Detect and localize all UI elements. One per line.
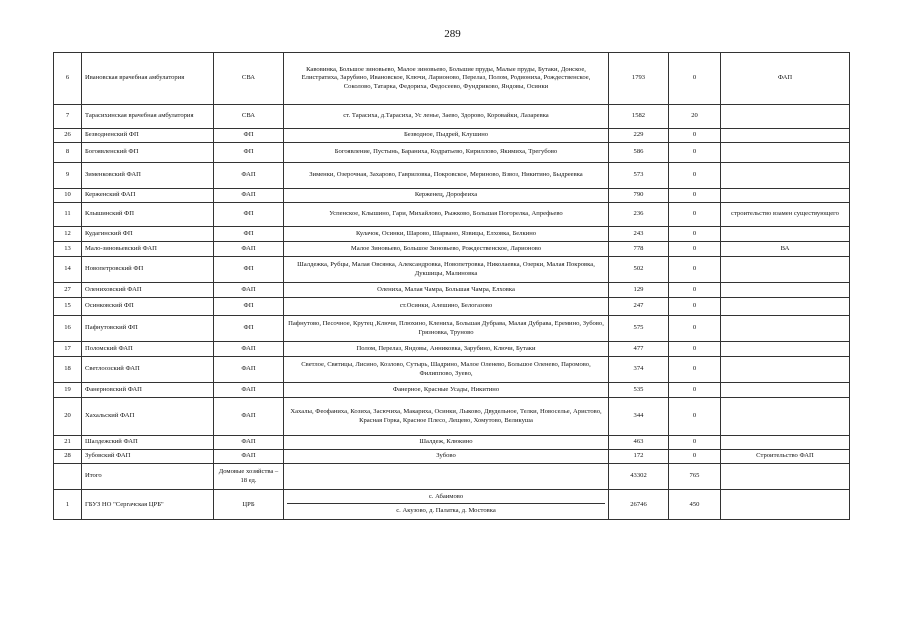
facility-name-cell: Кудагинский ФП: [82, 227, 214, 242]
value-cell: 0: [669, 357, 721, 383]
row-number-cell: 26: [54, 129, 82, 143]
served-villages-cell: Кавовинка, Большое зиновьево, Малое зиновьево, Большие пруды, Малые пруды, Бутаки, Донское, Елистратиха, Зарубино, Ивановское, Ключи, Ларионово, Перелаз, Полом, Родиониха, Рождественское, Соколово, Татарка, Федориха, Федосеево, Фундриково, Яндовы, Осинки: [284, 53, 609, 105]
row-number-cell: 12: [54, 227, 82, 242]
served-villages-cell: Зименки, Озерочная, Захарово, Гавриловка, Покровское, Мериново, Взвоз, Никитино, Быдреевка: [284, 163, 609, 189]
note-cell: [721, 316, 850, 342]
served-villages-cell: Пафнутово, Песочное, Крутец ,Ключи, Плюхино, Клениха, Большая Дубрава, Малая Дубрава, Еремино, Зубово, Грязновка, Труново: [284, 316, 609, 342]
note-cell: [721, 398, 850, 436]
total-row: [54, 464, 850, 490]
served-villages-cell: Успенское, Клышино, Гари, Михайлово, Рыжково, Большая Погорелка, Апрефьево: [284, 203, 609, 227]
facility-name-cell: Мало-зиновьевский ФАП: [82, 242, 214, 257]
population-cell: 535: [609, 383, 669, 398]
total-value: 765: [669, 464, 721, 490]
row-number-cell: 10: [54, 189, 82, 203]
facility-type-cell: ФАП: [214, 450, 284, 464]
value-cell: 0: [669, 450, 721, 464]
table-row: [54, 163, 850, 189]
facility-name-cell: Керженский ФАП: [82, 189, 214, 203]
population-cell: 586: [609, 143, 669, 163]
note-cell: [721, 189, 850, 203]
value-cell: 0: [669, 203, 721, 227]
value-cell: 0: [669, 342, 721, 357]
row-number-cell: 9: [54, 163, 82, 189]
total-type: Домовые хозяйства – 18 ед.: [214, 464, 284, 490]
served-villages-cell: Богоявление, Пустынь, Бараниха, Кодратьево, Кириллово, Якимиха, Трегубово: [284, 143, 609, 163]
note-cell: Строительство ФАП: [721, 450, 850, 464]
facility-name-cell: Поломский ФАП: [82, 342, 214, 357]
population-cell: 1793: [609, 53, 669, 105]
population-cell: 172: [609, 450, 669, 464]
population-cell: 344: [609, 398, 669, 436]
population-cell: 573: [609, 163, 669, 189]
served-villages-cell: Полом, Перелаз, Яндовы, Анниковка, Зарубино, Ключи, Бутаки: [284, 342, 609, 357]
table-row: [54, 316, 850, 342]
facility-name-cell: Клышинский ФП: [82, 203, 214, 227]
note-cell: строительство взамен существующего: [721, 203, 850, 227]
value-cell: 450: [669, 490, 721, 520]
facility-type-cell: ФАП: [214, 357, 284, 383]
table-row: [54, 383, 850, 398]
value-cell: 0: [669, 436, 721, 450]
note-cell: [721, 357, 850, 383]
facility-name-cell: Зименковский ФАП: [82, 163, 214, 189]
note-cell: [721, 298, 850, 316]
note-cell: [721, 383, 850, 398]
value-cell: 0: [669, 242, 721, 257]
served-villages-cell: Кулачок, Осинки, Шарово, Шарвано, Язвицы, Елховка, Белкино: [284, 227, 609, 242]
note-cell: [721, 143, 850, 163]
table-row: [54, 227, 850, 242]
facility-name-cell: Тарасихинская врачебная амбулатория: [82, 105, 214, 129]
served-villages-cell: Зубово: [284, 450, 609, 464]
note-cell: [721, 163, 850, 189]
note-cell: [721, 105, 850, 129]
value-cell: 0: [669, 316, 721, 342]
note-cell: ВА: [721, 242, 850, 257]
facility-type-cell: ФП: [214, 298, 284, 316]
value-cell: 0: [669, 189, 721, 203]
value-cell: 0: [669, 298, 721, 316]
facility-type-cell: ЦРБ: [214, 490, 284, 520]
population-cell: 477: [609, 342, 669, 357]
table-row: [54, 398, 850, 436]
value-cell: 0: [669, 163, 721, 189]
row-number-cell: [54, 464, 82, 490]
population-cell: 243: [609, 227, 669, 242]
value-cell: 0: [669, 283, 721, 298]
note-cell: [721, 227, 850, 242]
population-cell: 26746: [609, 490, 669, 520]
table-row: [54, 342, 850, 357]
facility-name-cell: Осинковский ФП: [82, 298, 214, 316]
row-number-cell: 27: [54, 283, 82, 298]
row-number-cell: 7: [54, 105, 82, 129]
row-number-cell: 18: [54, 357, 82, 383]
value-cell: 0: [669, 53, 721, 105]
row-number-cell: 15: [54, 298, 82, 316]
facility-type-cell: ФП: [214, 129, 284, 143]
table-row: [54, 298, 850, 316]
total-villages: [284, 464, 609, 490]
population-cell: 778: [609, 242, 669, 257]
served-villages-cell: ст. Тарасиха, д.Тарасиха, Ус ленье, Заево, Здорово, Коровайки, Лазаревка: [284, 105, 609, 129]
served-villages-cell: Малое Зиновьево, Большое Зиновьево, Рождественское, Ларионово: [284, 242, 609, 257]
row-number-cell: 19: [54, 383, 82, 398]
facility-name-cell: ГБУЗ НО "Сергачская ЦРБ": [82, 490, 214, 520]
facility-type-cell: ФП: [214, 227, 284, 242]
served-villages-cell: Хахалы, Феофаниха, Козиха, Засючиха, Макариха, Осинки, Лыково, Двудельное, Телки, Новоселье, Аристово, Красная Горка, Красное Плесо, Лещево, Хомутово, Великуша: [284, 398, 609, 436]
total-note: [721, 464, 850, 490]
facility-type-cell: ФАП: [214, 342, 284, 357]
value-cell: 0: [669, 129, 721, 143]
row-number-cell: 21: [54, 436, 82, 450]
table-row: [54, 53, 850, 105]
value-cell: 0: [669, 383, 721, 398]
table-row: [54, 203, 850, 227]
row-number-cell: 13: [54, 242, 82, 257]
population-cell: 374: [609, 357, 669, 383]
facility-name-cell: Новопетровский ФП: [82, 257, 214, 283]
facility-type-cell: ФАП: [214, 189, 284, 203]
population-cell: 129: [609, 283, 669, 298]
value-cell: 0: [669, 398, 721, 436]
facility-name-cell: Хахальский ФАП: [82, 398, 214, 436]
facility-name-cell: Шалдежский ФАП: [82, 436, 214, 450]
facility-type-cell: ФАП: [214, 398, 284, 436]
facility-type-cell: ФАП: [214, 163, 284, 189]
page-number: 289: [444, 28, 461, 40]
facility-type-cell: ФАП: [214, 436, 284, 450]
note-cell: [721, 129, 850, 143]
note-cell: [721, 342, 850, 357]
population-cell: 575: [609, 316, 669, 342]
table-row: [54, 105, 850, 129]
table-row: [54, 357, 850, 383]
value-cell: 20: [669, 105, 721, 129]
table-row: [54, 450, 850, 464]
value-cell: 0: [669, 227, 721, 242]
table-row: [54, 436, 850, 450]
table-row: [54, 490, 850, 520]
population-cell: 790: [609, 189, 669, 203]
facility-name-cell: Светлоозский ФАП: [82, 357, 214, 383]
facility-type-cell: ФАП: [214, 283, 284, 298]
facility-type-cell: СВА: [214, 53, 284, 105]
facility-type-cell: ФП: [214, 257, 284, 283]
facilities-table: [53, 52, 850, 520]
facility-name-cell: Безводненский ФП: [82, 129, 214, 143]
facility-name-cell: Богоявленский ФП: [82, 143, 214, 163]
note-cell: [721, 257, 850, 283]
served-villages-top: с. Абаимово: [287, 491, 605, 504]
facility-name-cell: Зубовский ФАП: [82, 450, 214, 464]
note-cell: [721, 283, 850, 298]
row-number-cell: 16: [54, 316, 82, 342]
table-row: [54, 257, 850, 283]
facility-name-cell: Пафнутовский ФП: [82, 316, 214, 342]
served-villages-cell: ст.Осинки, Алешино, Белогазово: [284, 298, 609, 316]
facility-type-cell: ФАП: [214, 383, 284, 398]
table-body: [54, 53, 850, 520]
population-cell: 236: [609, 203, 669, 227]
row-number-cell: 14: [54, 257, 82, 283]
table-row: [54, 143, 850, 163]
row-number-cell: 11: [54, 203, 82, 227]
table-row: [54, 242, 850, 257]
row-number-cell: 6: [54, 53, 82, 105]
facility-name-cell: Олениховский ФАП: [82, 283, 214, 298]
total-label: Итого: [82, 464, 214, 490]
facility-type-cell: ФП: [214, 143, 284, 163]
facility-type-cell: ФП: [214, 203, 284, 227]
served-villages-bottom: с. Акузово, д. Палатка, д. Мостовка: [396, 507, 496, 515]
value-cell: 0: [669, 143, 721, 163]
table-row: [54, 189, 850, 203]
note-cell: [721, 490, 850, 520]
population-cell: 502: [609, 257, 669, 283]
facility-name-cell: Ивановская врачебная амбулатория: [82, 53, 214, 105]
served-villages-cell: Олениха, Малая Чамра, Большая Чамра, Елховка: [284, 283, 609, 298]
row-number-cell: 8: [54, 143, 82, 163]
served-villages-cell: Фанерное, Красные Усады, Никитино: [284, 383, 609, 398]
total-population: 43302: [609, 464, 669, 490]
table-row: [54, 129, 850, 143]
facility-type-cell: СВА: [214, 105, 284, 129]
note-cell: ФАП: [721, 53, 850, 105]
population-cell: 247: [609, 298, 669, 316]
table-row: [54, 283, 850, 298]
facility-type-cell: ФАП: [214, 242, 284, 257]
row-number-cell: 20: [54, 398, 82, 436]
served-villages-cell: Шалдеж, Клюкино: [284, 436, 609, 450]
row-number-cell: 17: [54, 342, 82, 357]
served-villages-cell: Безводное, Пыдрей, Клушино: [284, 129, 609, 143]
population-cell: 1582: [609, 105, 669, 129]
row-number-cell: 1: [54, 490, 82, 520]
population-cell: 463: [609, 436, 669, 450]
served-villages-cell: Керженец, Дорофеиха: [284, 189, 609, 203]
served-villages-cell: Светлое, Святицы, Лисино, Козлово, Сутырь, Шадрино, Малое Оленево, Большое Оленево, Паромово, Филиппово, Зуево,: [284, 357, 609, 383]
note-cell: [721, 436, 850, 450]
served-villages-cell: [284, 490, 609, 520]
facility-type-cell: ФП: [214, 316, 284, 342]
value-cell: 0: [669, 257, 721, 283]
facility-name-cell: Фанерновский ФАП: [82, 383, 214, 398]
population-cell: 229: [609, 129, 669, 143]
served-villages-cell: Шалдежка, Рубцы, Малая Овсянка, Александровка, Новопетровка, Николаевка, Озерки, Малая Покровка, Дукшицы, Малиновка: [284, 257, 609, 283]
row-number-cell: 28: [54, 450, 82, 464]
